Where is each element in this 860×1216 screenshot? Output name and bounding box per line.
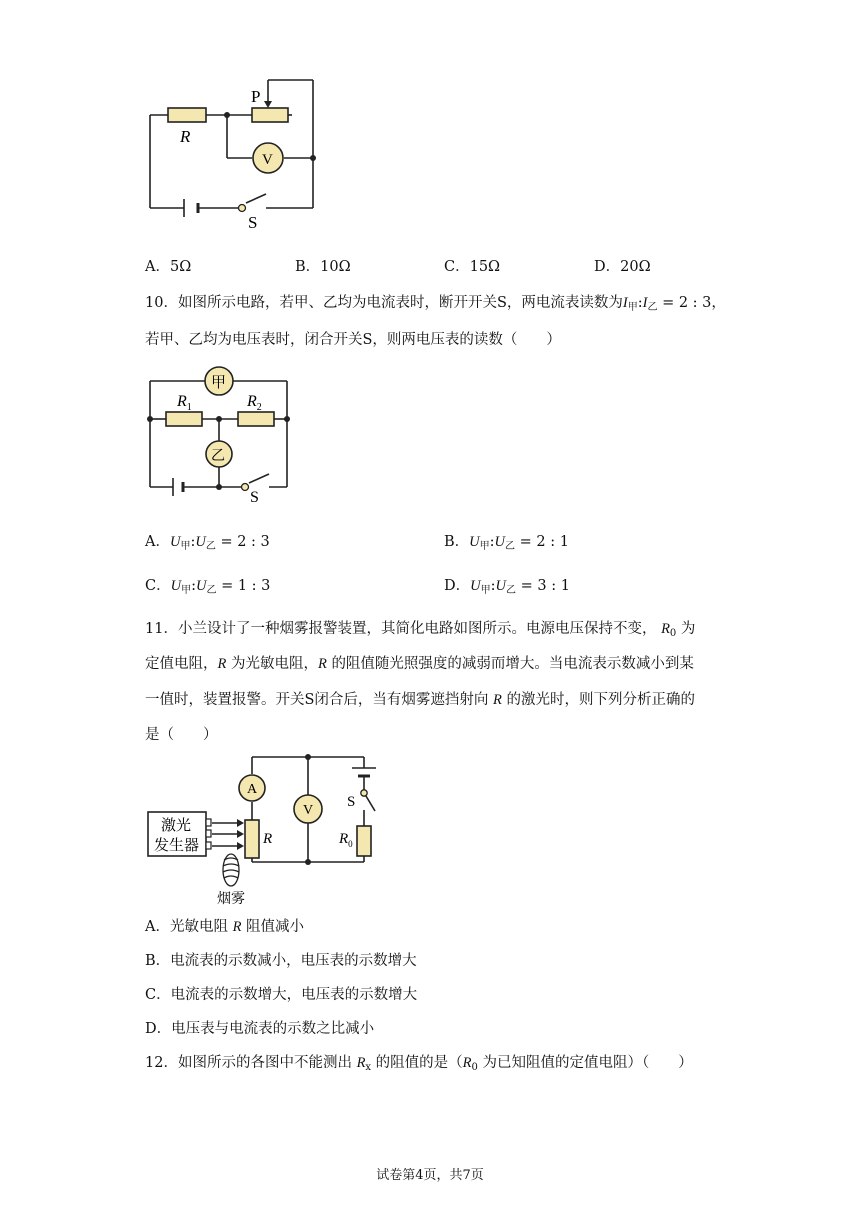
q10-label-s: S <box>250 489 259 505</box>
q11-label-r: R <box>263 831 273 847</box>
q10-option-b: B．$U_甲:U_乙 = 2$ : 1 <box>444 534 569 552</box>
svg-text:R0 <box>338 831 353 849</box>
q11-photoresistor-r <box>245 820 259 858</box>
q10-resistor-r2 <box>238 412 274 426</box>
q9-label-r: R <box>180 127 191 146</box>
q9-slider-arrow <box>264 101 272 108</box>
q11-label-r0: R <box>339 831 349 847</box>
q10-label-jia: 甲 <box>211 375 227 391</box>
q11-laser-label-1: 激光 <box>161 818 192 834</box>
q11-label-v: V <box>303 803 314 818</box>
q9-label-s: S <box>248 213 258 232</box>
q9-label-p: P <box>251 87 261 106</box>
q10-label-yi: 乙 <box>211 449 225 464</box>
q10-label-r1-sub: 1 <box>186 402 192 413</box>
q9-resistor-r <box>168 108 206 122</box>
svg-text:R2 <box>246 393 262 413</box>
q11-circuit-figure <box>140 750 390 910</box>
q11-stem-line4: 是（ ） <box>145 727 218 743</box>
q11-label-s: S <box>347 794 356 810</box>
q11-stem-line3: 一值时，装置报警。开关S闭合后，当有烟雾遮挡射向 R 的激光时，则下列分析正确的 <box>145 692 696 708</box>
q11-smoke-label: 烟雾 <box>217 892 245 907</box>
q9-option-a: A．5Ω <box>145 259 192 275</box>
q11-laser-label-2: 发生器 <box>154 838 200 854</box>
q11-option-c: C．电流表的示数增大，电压表的示数增大 <box>145 987 418 1003</box>
q10-label-r1: R <box>177 393 187 410</box>
q11-label-a: A <box>247 782 258 797</box>
q9-option-b: B．10Ω <box>295 259 351 275</box>
q9-circuit-figure <box>140 75 330 235</box>
q10-stem-line2: 若甲、乙均为电压表时，闭合开关S，则两电压表的读数（ ） <box>145 332 561 348</box>
q11-smoke-icon <box>223 854 239 886</box>
q11-option-b: B．电流表的示数减小，电压表的示数增大 <box>145 953 417 969</box>
svg-text:R1 <box>176 393 192 413</box>
q10-stem-line1: 10．如图所示电路，若甲、乙均为电流表时，断开开关S，两电流表读数为$I_甲:I_乙 = 2$ : 3， <box>145 295 726 313</box>
q9-rheostat <box>252 108 288 122</box>
q11-label-r0-sub: 0 <box>348 839 353 849</box>
q10-label-r2-sub: 2 <box>256 402 262 413</box>
q9-label-v: V <box>262 152 273 168</box>
q11-option-d: D．电压表与电流表的示数之比减小 <box>145 1021 375 1037</box>
q10-option-c: C．$U_甲:U_乙 = 1$ : 3 <box>145 578 271 596</box>
q12-stem: 12．如图所示的各图中不能测出 $R_x$ 的阻值的是（$R_0$ 为已知阻值的定值电阻）（ ） <box>145 1055 693 1073</box>
q10-option-d: D．$U_甲:U_乙 = 3$ : 1 <box>444 578 570 596</box>
q9-option-c: C．15Ω <box>444 259 501 275</box>
q10-label-r2: R <box>247 393 257 410</box>
page-footer: 试卷第4页，共7页 <box>376 1168 484 1183</box>
q11-stem-line2: 定值电阻，R 为光敏电阻，R 的阻值随光照强度的减弱而增大。当电流表示数减小到某 <box>145 656 694 672</box>
q11-resistor-r0 <box>357 826 371 856</box>
q10-resistor-r1 <box>166 412 202 426</box>
q10-option-a: A．$U_甲:U_乙 = 2$ : 3 <box>145 534 270 552</box>
q9-option-d: D．20Ω <box>594 259 651 275</box>
q10-circuit-figure <box>140 365 300 505</box>
q11-option-a: A．光敏电阻 R 阻值减小 <box>145 919 305 935</box>
q11-stem-line1: 11．小兰设计了一种烟雾报警装置，其简化电路如图所示。电源电压保持不变， $R_0$ 为 <box>145 621 696 639</box>
